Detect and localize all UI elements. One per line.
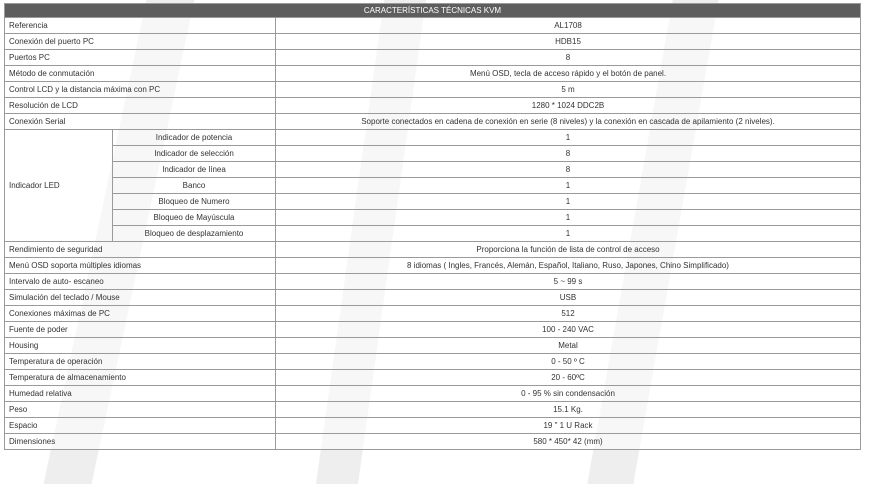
table-row <box>5 130 861 146</box>
row-value: 0 - 95 % sin condensación <box>276 386 861 402</box>
row-label: Referencia <box>5 18 276 34</box>
table-row <box>5 146 861 162</box>
row-value: AL1708 <box>276 18 861 34</box>
table-row <box>5 434 861 450</box>
row-label: Dimensiones <box>5 434 276 450</box>
led-item-label: Bloqueo de Numero <box>113 194 276 210</box>
row-label: Menú OSD soporta múltiples idiomas <box>5 258 276 274</box>
row-value: 8 <box>276 50 861 66</box>
row-value: 15.1 Kg. <box>276 402 861 418</box>
row-value: 19 " 1 U Rack <box>276 418 861 434</box>
table-row <box>5 66 861 82</box>
table-row <box>5 34 861 50</box>
led-item-label: Bloqueo de Mayúscula <box>113 210 276 226</box>
row-value: 512 <box>276 306 861 322</box>
led-item-value: 1 <box>276 178 861 194</box>
table-row <box>5 306 861 322</box>
led-item-label: Indicador de potencia <box>113 130 276 146</box>
row-label: Fuente de poder <box>5 322 276 338</box>
row-label: Temperatura de operación <box>5 354 276 370</box>
row-label: Humedad relativa <box>5 386 276 402</box>
table-row <box>5 258 861 274</box>
row-label: Housing <box>5 338 276 354</box>
led-item-label: Bloqueo de desplazamiento <box>113 226 276 242</box>
led-item-label: Indicador de línea <box>113 162 276 178</box>
spec-table <box>4 3 861 450</box>
led-item-value: 8 <box>276 146 861 162</box>
table-row <box>5 18 861 34</box>
table-row <box>5 338 861 354</box>
row-value: Metal <box>276 338 861 354</box>
led-item-label: Banco <box>113 178 276 194</box>
row-label: Conexión del puerto PC <box>5 34 276 50</box>
row-value: USB <box>276 290 861 306</box>
table-header-row <box>5 4 861 18</box>
row-label: Conexiones máximas de PC <box>5 306 276 322</box>
row-value: Proporciona la función de lista de control de acceso <box>276 242 861 258</box>
row-label: Puertos PC <box>5 50 276 66</box>
table-row <box>5 354 861 370</box>
table-row <box>5 290 861 306</box>
row-value: 5 m <box>276 82 861 98</box>
table-row <box>5 386 861 402</box>
row-value: 100 - 240 VAC <box>276 322 861 338</box>
table-title: CARACTERÍSTICAS TÉCNICAS KVM <box>5 4 861 18</box>
row-value: 1280 * 1024 DDC2B <box>276 98 861 114</box>
table-row <box>5 50 861 66</box>
led-item-value: 8 <box>276 162 861 178</box>
table-row <box>5 210 861 226</box>
row-label: Espacio <box>5 418 276 434</box>
row-value: HDB15 <box>276 34 861 50</box>
table-row <box>5 402 861 418</box>
table-row <box>5 242 861 258</box>
row-label: Control LCD y la distancia máxima con PC <box>5 82 276 98</box>
table-row <box>5 418 861 434</box>
led-item-label: Indicador de selección <box>113 146 276 162</box>
row-label: Resolución de LCD <box>5 98 276 114</box>
table-row <box>5 274 861 290</box>
row-value: Soporte conectados en cadena de conexión en serie (8 niveles) y la conexión en cascada de apilamiento (2 niveles). <box>276 114 861 130</box>
table-row <box>5 194 861 210</box>
table-row <box>5 370 861 386</box>
row-value: 5 ~ 99 s <box>276 274 861 290</box>
row-value: 580 * 450* 42 (mm) <box>276 434 861 450</box>
table-row <box>5 322 861 338</box>
row-label: Método de conmutación <box>5 66 276 82</box>
led-item-value: 1 <box>276 194 861 210</box>
led-item-value: 1 <box>276 226 861 242</box>
row-value: 8 idiomas ( Ingles, Francés, Alemán, Español, Italiano, Ruso, Japones, Chino Simplificado) <box>276 258 861 274</box>
row-label: Simulación del teclado / Mouse <box>5 290 276 306</box>
table-row <box>5 114 861 130</box>
table-row <box>5 226 861 242</box>
row-value: 0 - 50 º C <box>276 354 861 370</box>
row-value: Menú OSD, tecla de acceso rápido y el botón de panel. <box>276 66 861 82</box>
row-label: Temperatura de almacenamiento <box>5 370 276 386</box>
row-value: 20 - 60ºC <box>276 370 861 386</box>
row-label: Conexión Serial <box>5 114 276 130</box>
led-item-value: 1 <box>276 210 861 226</box>
table-row <box>5 98 861 114</box>
table-row <box>5 82 861 98</box>
led-group-label: Indicador LED <box>5 130 113 242</box>
row-label: Peso <box>5 402 276 418</box>
led-item-value: 1 <box>276 130 861 146</box>
table-row <box>5 162 861 178</box>
row-label: Intervalo de auto- escaneo <box>5 274 276 290</box>
table-row <box>5 178 861 194</box>
row-label: Rendimiento de seguridad <box>5 242 276 258</box>
